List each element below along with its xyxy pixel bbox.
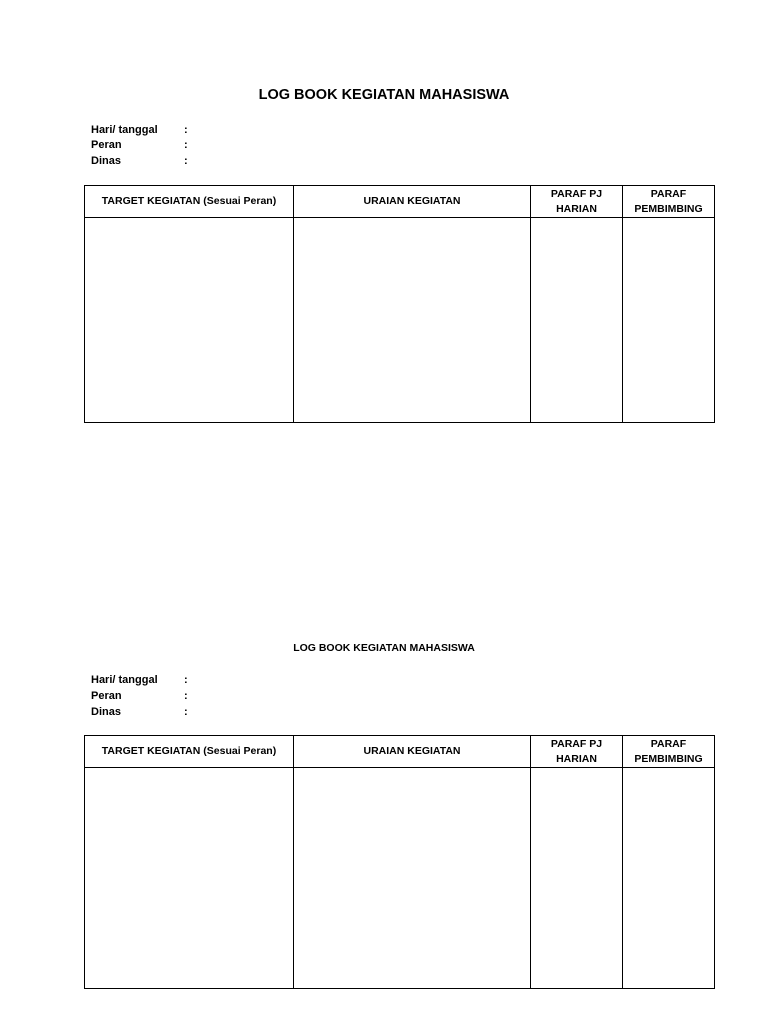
- field-label: Hari/ tanggal: [91, 674, 158, 686]
- cell-target-kegiatan[interactable]: [85, 768, 294, 989]
- header-paraf-pembimbing: PARAF PEMBIMBING: [623, 186, 715, 218]
- log-table: [84, 735, 715, 989]
- cell-uraian-kegiatan[interactable]: [294, 768, 531, 989]
- table-row: [85, 768, 715, 989]
- field-colon: :: [184, 690, 188, 702]
- header-paraf-pj-harian: PARAF PJ HARIAN: [531, 736, 623, 768]
- page-title: LOG BOOK KEGIATAN MAHASISWA: [293, 642, 475, 654]
- cell-paraf-pembimbing[interactable]: [623, 218, 715, 423]
- field-colon: :: [184, 706, 188, 718]
- field-colon: :: [184, 155, 188, 167]
- header-uraian-kegiatan: URAIAN KEGIATAN: [294, 186, 531, 218]
- log-table: [84, 185, 715, 423]
- header-paraf-pembimbing: PARAF PEMBIMBING: [623, 736, 715, 768]
- cell-uraian-kegiatan[interactable]: [294, 218, 531, 423]
- header-target-kegiatan: TARGET KEGIATAN (Sesuai Peran): [85, 736, 294, 768]
- table-header-row: [85, 186, 715, 218]
- field-colon: :: [184, 124, 188, 136]
- field-label: Hari/ tanggal: [91, 124, 158, 136]
- cell-target-kegiatan[interactable]: [85, 218, 294, 423]
- cell-paraf-pj-harian[interactable]: [531, 768, 623, 989]
- field-label: Dinas: [91, 706, 121, 718]
- table-header-row: [85, 736, 715, 768]
- field-colon: :: [184, 139, 188, 151]
- field-label: Peran: [91, 139, 122, 151]
- cell-paraf-pj-harian[interactable]: [531, 218, 623, 423]
- header-target-kegiatan: TARGET KEGIATAN (Sesuai Peran): [85, 186, 294, 218]
- field-label: Peran: [91, 690, 122, 702]
- table-row: [85, 218, 715, 423]
- cell-paraf-pembimbing[interactable]: [623, 768, 715, 989]
- field-colon: :: [184, 674, 188, 686]
- header-uraian-kegiatan: URAIAN KEGIATAN: [294, 736, 531, 768]
- header-paraf-pj-harian: PARAF PJ HARIAN: [531, 186, 623, 218]
- page-title: LOG BOOK KEGIATAN MAHASISWA: [258, 87, 510, 103]
- field-label: Dinas: [91, 155, 121, 167]
